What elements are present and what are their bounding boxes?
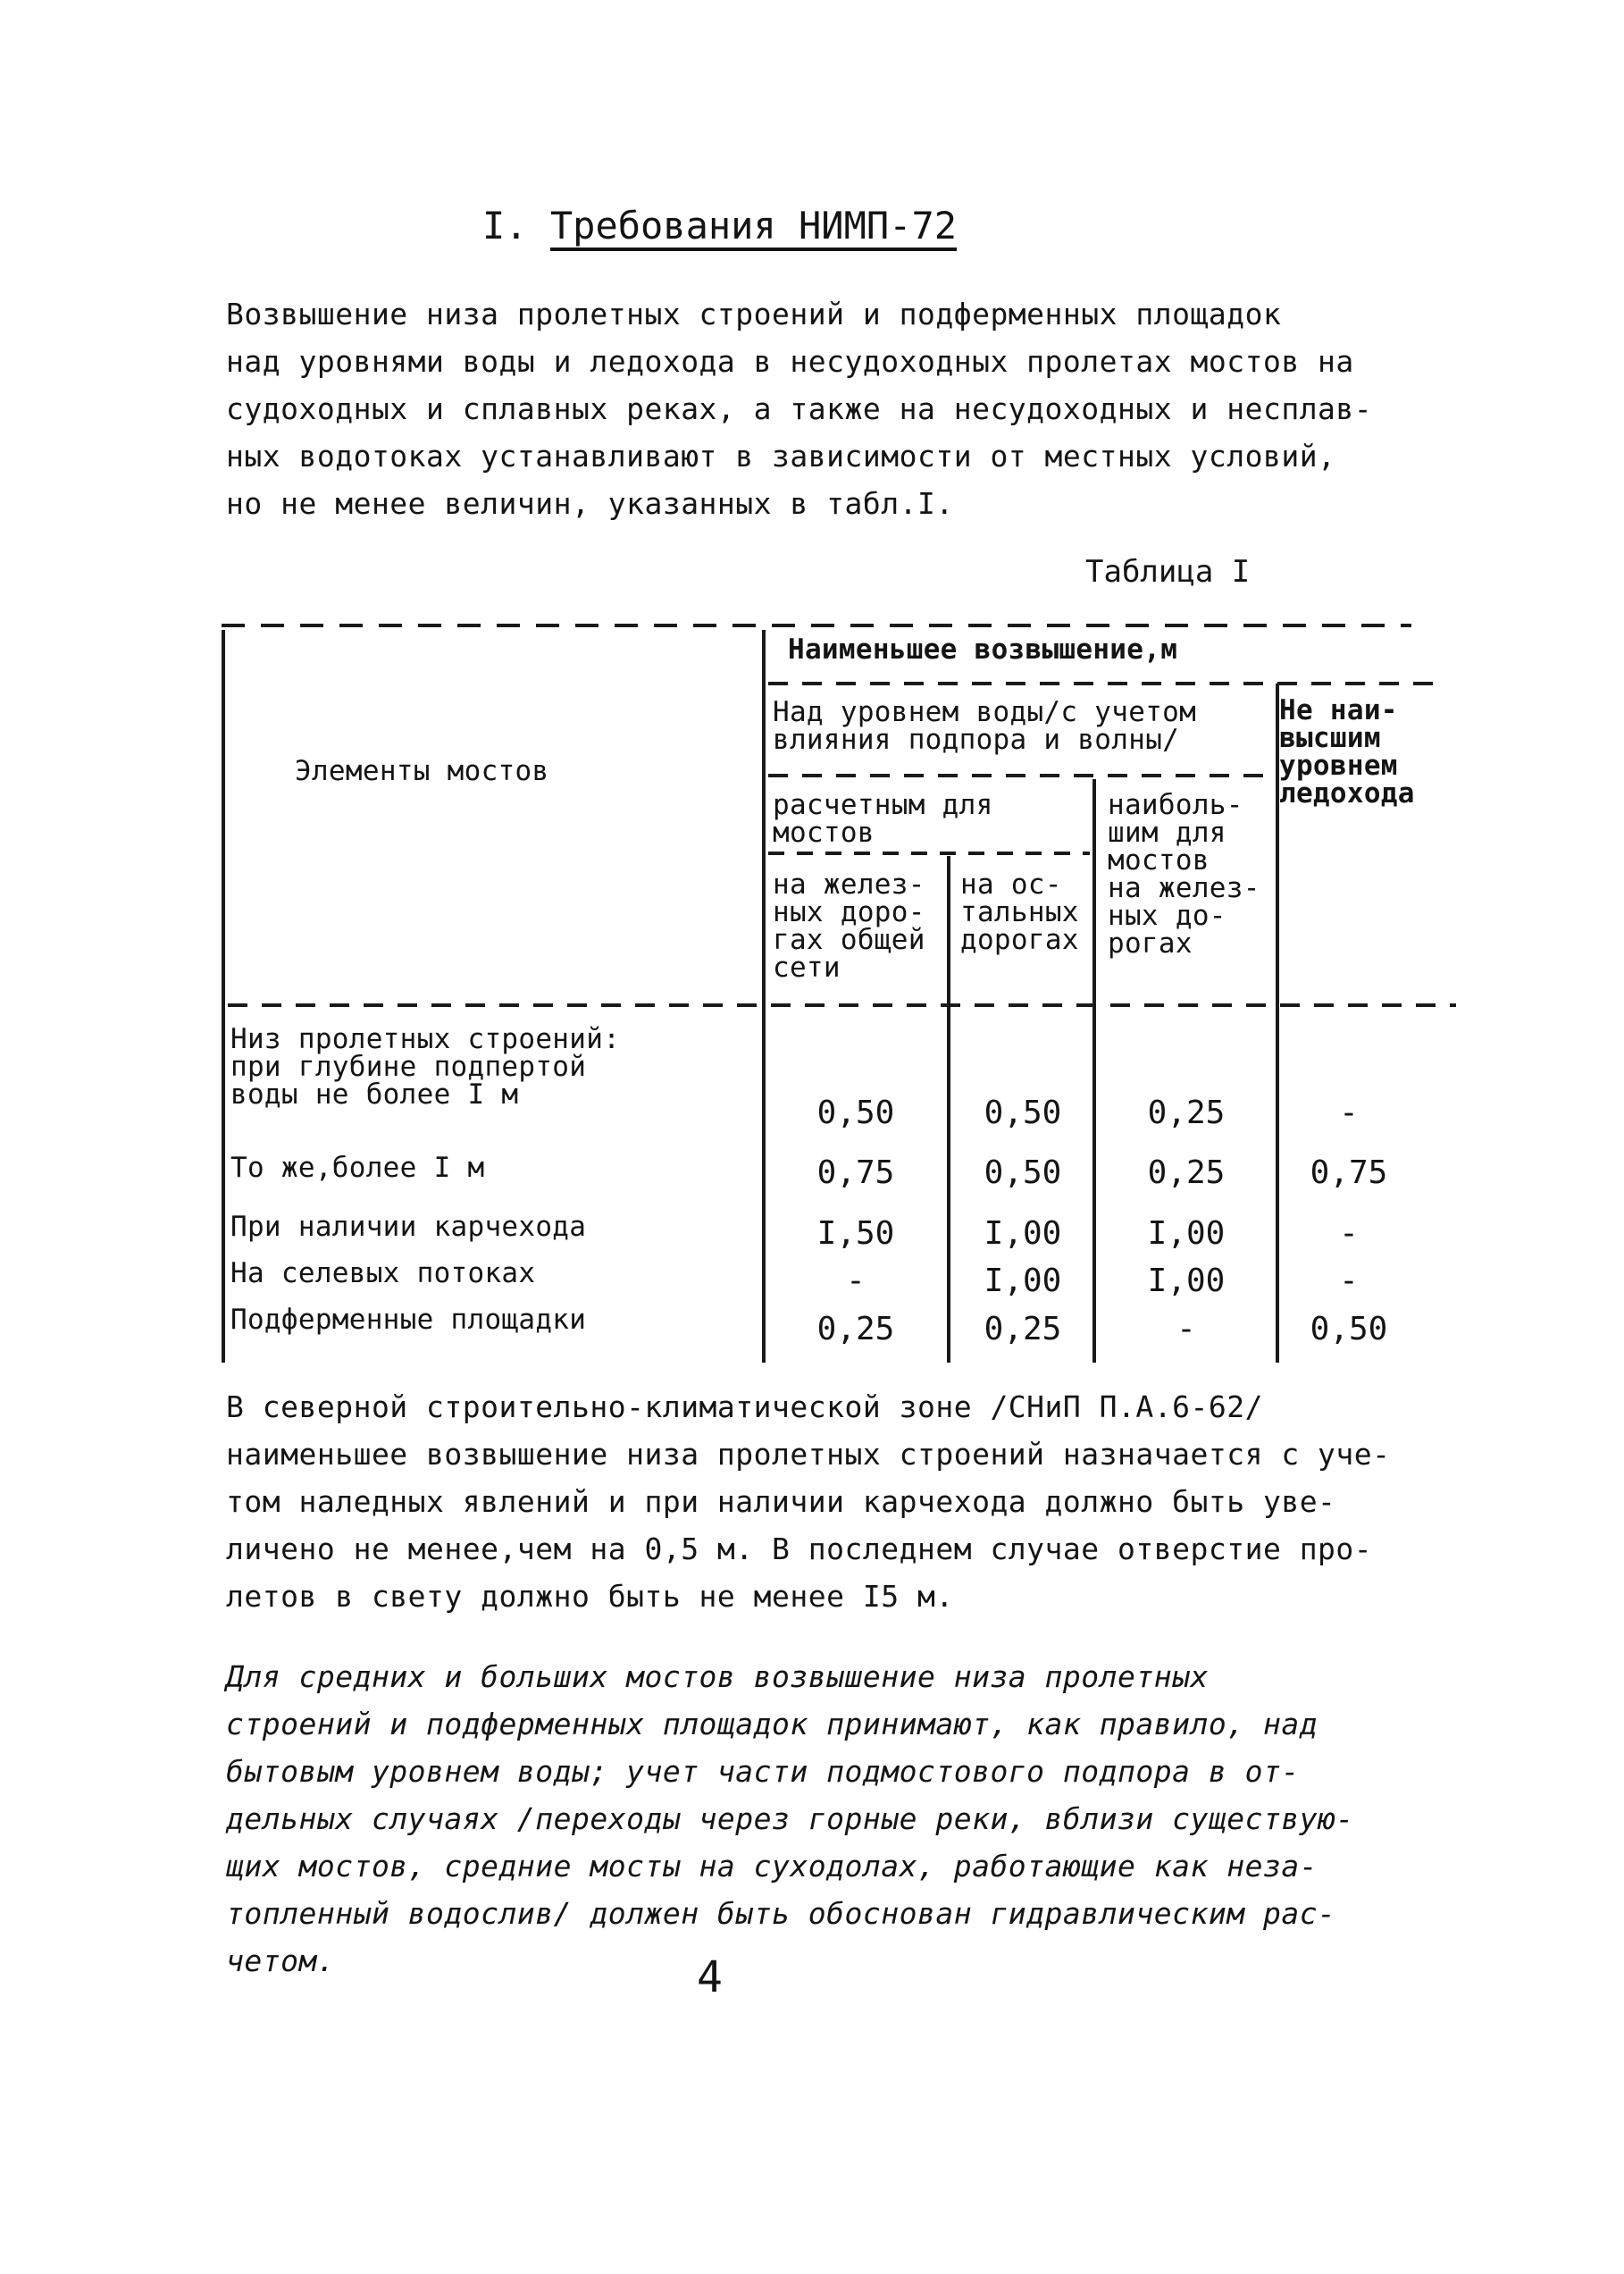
header-highest: наиболь- шим для мостов на желез- ных до- рогах: [1108, 789, 1260, 960]
header-other-roads: на ос- тальных дорогах: [960, 868, 1079, 956]
row-label: При наличии карчехода: [230, 1211, 587, 1243]
row-value: I,00: [984, 1215, 1062, 1252]
row-value: -: [1339, 1263, 1359, 1299]
row-value: I,00: [984, 1263, 1062, 1299]
row-value: I,50: [816, 1215, 895, 1252]
row-value: 0,75: [1310, 1154, 1388, 1191]
header-railways: на желез- ных доро- гах общей сети: [773, 868, 925, 984]
paragraph-northern-zone: В северной строительно-климатической зоне /СНиП П.А.6-62/ наименьшее возвышение низа пролетных строений назначается с уче- том наледных явлений и при наличии карчехода должно быть уве- личено не менее,чем на 0,5 м. В последнем случае отверстие про- летов в свету должно быть не менее I5 м.: [226, 1389, 1391, 1614]
header-design: расчетным для мостов: [773, 789, 993, 849]
section-number: I.: [482, 204, 528, 248]
header-elements: Элементы мостов: [295, 755, 549, 787]
row-value: -: [1339, 1215, 1359, 1252]
header-min-rise: Наименьшее возвышение,м: [788, 634, 1178, 666]
row-label: Низ пролетных строений: при глубине подпертой воды не более I м: [230, 1023, 621, 1111]
row-value: 0,75: [816, 1154, 895, 1191]
row-label: Подферменные площадки: [230, 1304, 587, 1336]
row-value: I,00: [1147, 1215, 1226, 1252]
row-value: -: [1176, 1311, 1196, 1347]
row-value: 0,50: [816, 1095, 895, 1131]
row-value: 0,25: [984, 1311, 1062, 1347]
row-value: I,00: [1147, 1263, 1226, 1299]
row-value: 0,25: [1147, 1095, 1226, 1131]
header-above-water: Над уровнем воды/с учетом влияния подпора и волны/: [773, 696, 1197, 756]
row-value: 0,50: [984, 1154, 1062, 1191]
header-ice: Не наи- высшим уровнем ледохода: [1279, 694, 1415, 810]
row-value: -: [846, 1263, 866, 1299]
row-label: На селевых потоках: [230, 1257, 536, 1289]
row-value: 0,25: [1147, 1154, 1226, 1191]
section-title: Требования НИМП-72: [549, 204, 958, 248]
paragraph-medium-large-bridges: Для средних и больших мостов возвышение низа пролетных строений и подферменных площадок принимают, как правило, над бытовым уровнем воды; учет части подмостового подпора в от- дельных случаях /переходы через горные реки, вблизи существую- щих мостов, средние мосты на суходолах, работающие как неза- топленный водослив/ должен быть обоснован гидравлическим рас- четом.: [226, 1659, 1354, 1978]
page-number: 4: [697, 1952, 723, 2002]
row-value: 0,50: [984, 1095, 1062, 1131]
section-heading: [482, 204, 957, 248]
row-value: 0,50: [1310, 1311, 1388, 1347]
row-value: -: [1339, 1095, 1359, 1131]
paragraph-requirements: Возвышение низа пролетных строений и подферменных площадок над уровнями воды и ледохода в несудоходных пролетах мостов на судоходных и сплавных реках, а также на несудоходных и несплав- ных водотоках устанавливают в зависимости от местных условий, но не менее величин, указанных в табл.I.: [226, 297, 1373, 521]
table-caption: Таблица I: [1085, 554, 1251, 590]
row-label: То же,более I м: [230, 1152, 485, 1184]
row-value: 0,25: [816, 1311, 895, 1347]
